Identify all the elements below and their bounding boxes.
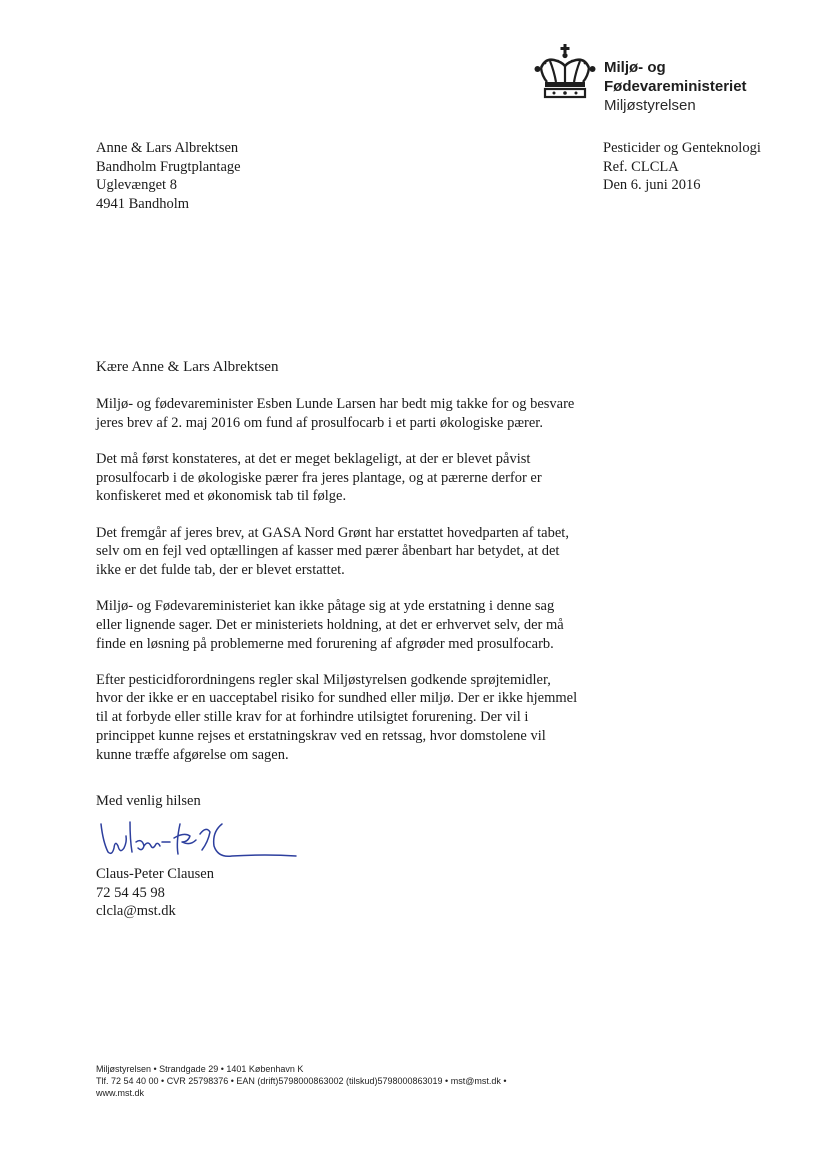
- department: Pesticider og Genteknologi: [603, 140, 761, 156]
- footer-address: Miljøstyrelsen • Strandgade 29 • 1401 København K: [96, 1064, 304, 1074]
- paragraph-4: [96, 597, 636, 653]
- closing: Med venlig hilsen: [96, 793, 201, 809]
- paragraph-line: kunne træffe afgørelse om sagen.: [96, 746, 289, 763]
- paragraph-line: Miljø- og fødevareminister Esben Lunde Larsen har bedt mig takke for og besvare: [96, 396, 575, 412]
- logo-agency-name: Miljøstyrelsen: [604, 97, 696, 114]
- paragraph-line: hvor der ikke er en uacceptabel risiko for sundhed eller miljø. Der er ikke hjemmel: [96, 690, 578, 707]
- recipient-address: [96, 139, 241, 213]
- ministry-logo-text: [604, 58, 747, 115]
- paragraph-line: Det må først konstateres, at det er meget beklageligt, at der er blevet påvist: [96, 450, 531, 467]
- recipient-name: Anne & Lars Albrektsen: [96, 140, 239, 156]
- paragraph-1: [96, 395, 636, 432]
- sender-block: [96, 865, 214, 921]
- sender-phone: 72 54 45 98: [96, 884, 165, 901]
- paragraph-2: [96, 450, 636, 506]
- paragraph-line: til at forbyde eller stille krav for at forhindre utilsigtet forurening. Der vil i: [96, 709, 529, 726]
- sender-email: clcla@mst.dk: [96, 903, 176, 919]
- footer: [96, 1063, 506, 1099]
- paragraph-line: jeres brev af 2. maj 2016 om fund af prosulfocarb i et parti økologiske pærer.: [96, 414, 543, 431]
- paragraph-3: [96, 524, 636, 580]
- paragraph-5: [96, 671, 636, 765]
- paragraph-line: ikke er det fulde tab, der er blevet erstattet.: [96, 561, 345, 578]
- paragraph-line: Efter pesticidforordningens regler skal Miljøstyrelsen godkende sprøjtemidler,: [96, 671, 551, 688]
- paragraph-line: princippet kunne rejses et erstatningskrav ved en retssag, hvor domstolene vil: [96, 727, 546, 744]
- paragraph-line: selv om en fejl ved optællingen af kasser med pærer åbenbart har betydet, at det: [96, 543, 560, 560]
- letter-date: Den 6. juni 2016: [603, 177, 701, 193]
- recipient-company: Bandholm Frugtplantage: [96, 158, 241, 175]
- salutation: Kære Anne & Lars Albrektsen: [96, 359, 279, 375]
- footer-website: www.mst.dk: [96, 1088, 145, 1098]
- handwritten-signature: [96, 812, 302, 868]
- reference: Ref. CLCLA: [603, 158, 679, 175]
- recipient-street: Uglevænget 8: [96, 177, 177, 193]
- letter-meta: [603, 139, 761, 195]
- logo-ministry-line1: Miljø- og: [604, 59, 666, 76]
- paragraph-line: eller lignende sager. Det er ministeriets holdning, at det er erhvervet selv, der må: [96, 616, 564, 633]
- recipient-city: 4941 Bandholm: [96, 195, 190, 212]
- crown-logo-icon: [534, 44, 596, 100]
- paragraph-line: Miljø- og Fødevareministeriet kan ikke påtage sig at yde erstatning i denne sag: [96, 598, 555, 615]
- paragraph-line: Det fremgår af jeres brev, at GASA Nord Grønt har erstattet hovedparten af tabet,: [96, 524, 569, 541]
- paragraph-line: finde en løsning på problemerne med forurening af afgrøder med prosulfocarb.: [96, 635, 554, 652]
- sender-name: Claus-Peter Clausen: [96, 866, 214, 882]
- paragraph-line: konfiskeret med et økonomisk tab til følge.: [96, 488, 347, 505]
- logo-ministry-line2: Fødevareministeriet: [604, 78, 747, 95]
- letter-body: [96, 395, 636, 782]
- footer-contact: Tlf. 72 54 40 00 • CVR 25798376 • EAN (drift)5798000863002 (tilskud)5798000863019 • mst@mst.dk •: [96, 1076, 507, 1086]
- paragraph-line: prosulfocarb i de økologiske pærer fra jeres plantage, og at pærerne derfor er: [96, 469, 542, 486]
